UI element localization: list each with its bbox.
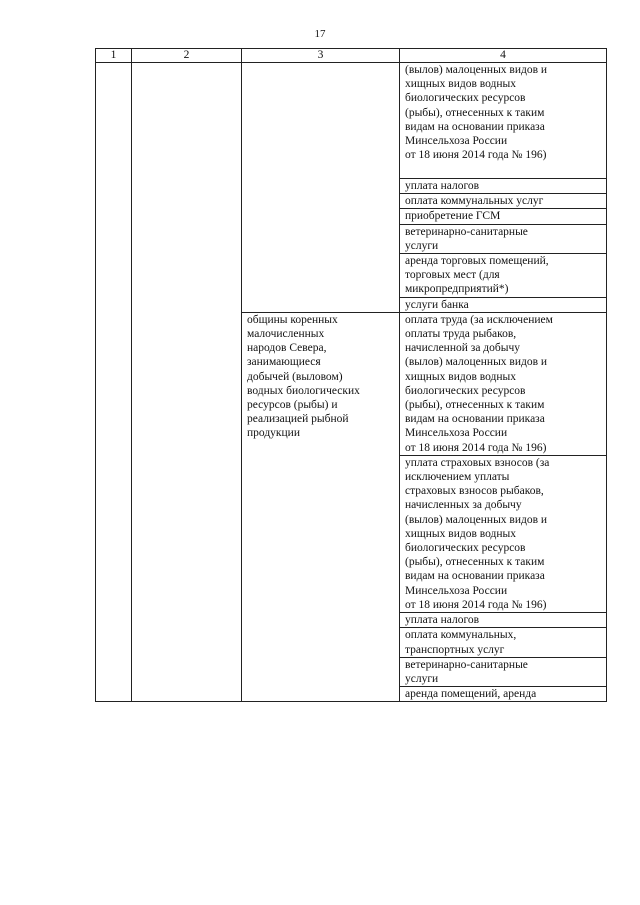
expense-cell: аренда помещений, аренда xyxy=(400,687,607,702)
expense-cell: уплата налогов xyxy=(400,613,607,628)
expense-cell: услуги банка xyxy=(400,297,607,312)
cell-col1 xyxy=(96,63,132,702)
column-header-2: 2 xyxy=(132,49,242,63)
expense-cell: оплата коммунальных, транспортных услуг xyxy=(400,628,607,657)
expense-cell: (вылов) малоценных видов и хищных видов водных биологических ресурсов (рыбы), отнесенных к таким видам на основании приказа Минсельхоза России от 18 июня 2014 года № 196) xyxy=(400,63,607,179)
expense-cell: приобретение ГСМ xyxy=(400,209,607,224)
table-row xyxy=(96,63,607,179)
expense-cell: оплата коммунальных услуг xyxy=(400,194,607,209)
column-header-3: 3 xyxy=(242,49,400,63)
page-number: 17 xyxy=(314,28,326,40)
expense-cell: оплата труда (за исключением оплаты труда рыбаков, начисленной за добычу (вылов) малоценных видов и хищных видов водных биологических ресурсов (рыбы), отнесенных к таким видам на основании приказа Минсельхоза России от 18 июня 2014 года № 196) xyxy=(400,312,607,455)
header-row xyxy=(96,49,607,63)
expense-cell: аренда торговых помещений, торговых мест (для микропредприятий*) xyxy=(400,254,607,298)
expense-table xyxy=(95,48,607,702)
cell-col2 xyxy=(132,63,242,702)
expense-cell: ветеринарно-санитарные услуги xyxy=(400,224,607,253)
expense-cell: уплата страховых взносов (за исключением уплаты страховых взносов рыбаков, начисленных за добычу (вылов) малоценных видов и хищных видов водных биологических ресурсов (рыбы), отнесенных к таким видам на основании приказа Минсельхоза России от 18 июня 2014 года № 196) xyxy=(400,455,607,612)
column-header-4: 4 xyxy=(400,49,607,63)
recipient-category-cell: общины коренных малочисленных народов Севера, занимающиеся добычей (выловом) водных биологических ресурсов (рыбы) и реализацией рыбной продукции xyxy=(242,312,400,701)
column-header-1: 1 xyxy=(96,49,132,63)
expense-cell: уплата налогов xyxy=(400,179,607,194)
expense-cell: ветеринарно-санитарные услуги xyxy=(400,657,607,686)
cell-col3-empty xyxy=(242,63,400,313)
